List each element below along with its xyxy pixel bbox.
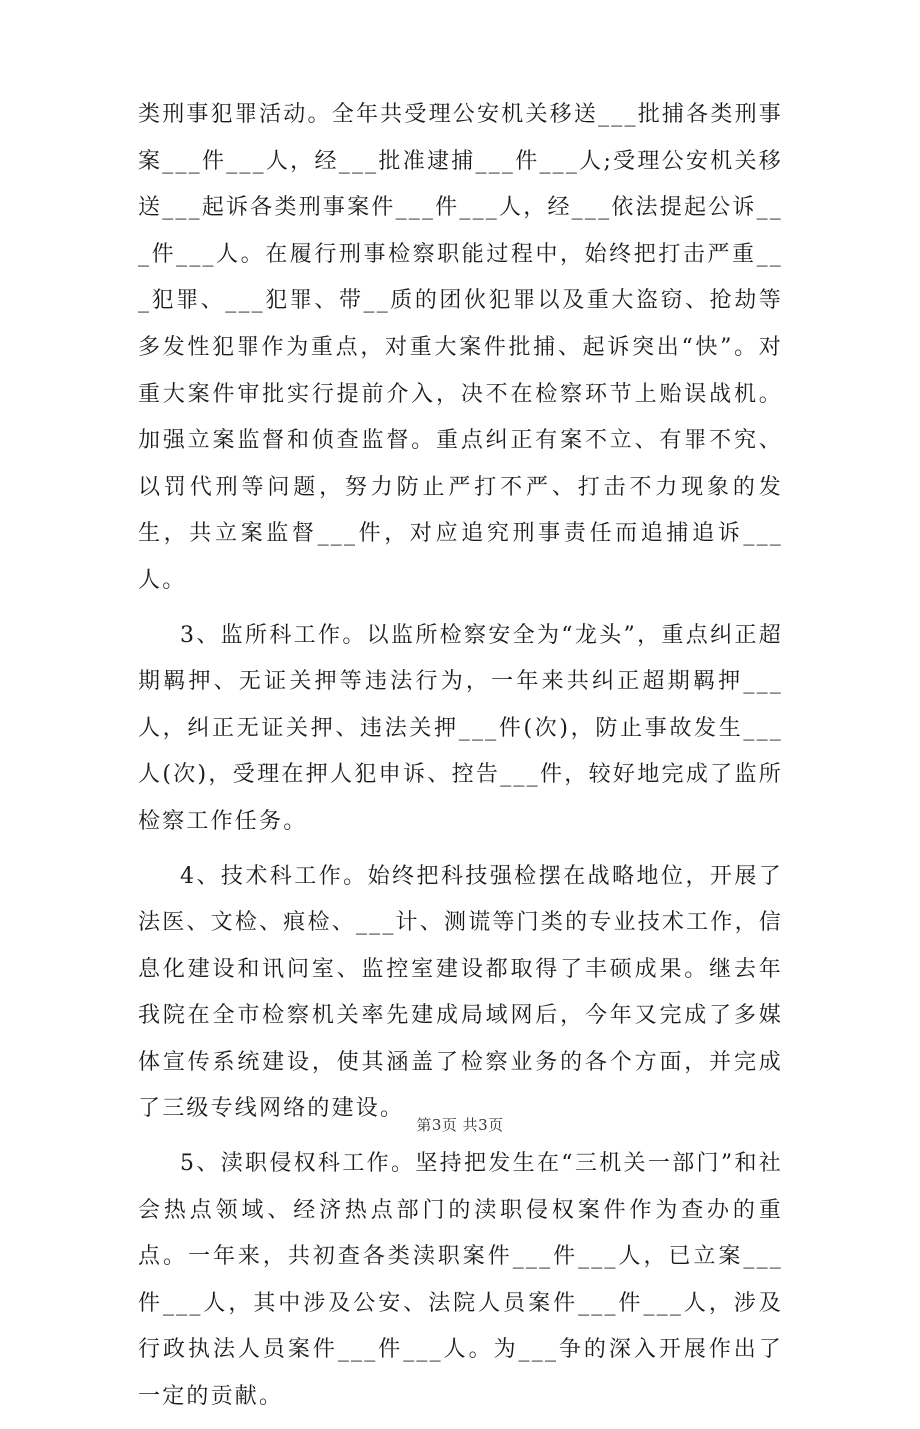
paragraph-criminal-prosecution: 类刑事犯罪活动。全年共受理公安机关移送___批捕各类刑事案___件___人，经___批准逮捕___件___人;受理公安机关移送___起诉各类刑事案件___件___人，经___依法提起公诉___件___人。在履行刑事检察职能过程中，始终把打击严重___犯罪、___犯罪、带__质的团伙犯罪以及重大盗窃、抢劫等多发性犯罪作为重点，对重大案件批捕、起诉突出“快”。对重大案件审批实行提前介入，决不在检察环节上贻误战机。加强立案监督和侦查监督。重点纠正有案不立、有罪不究、以罚代刑等问题，努力防止严打不严、打击不力现象的发生，共立案监督___件，对应追究刑事责任而追捕追诉___人。 bbox=[138, 102, 783, 593]
paragraph-dereliction-section: 5、渎职侵权科工作。坚持把发生在“三机关一部门”和社会热点领域、经济热点部门的渎职侵权案件作为查办的重点。一年来，共初查各类渎职案件___件___人，已立案___件___人，其中涉及公安、法院人员案件___件___人，涉及行政执法人员案件___件___人。为___争的深入开展作出了一定的贡献。 bbox=[138, 1151, 783, 1410]
document-body bbox=[138, 92, 783, 1429]
page-number-footer: 第3页 共3页 bbox=[416, 1116, 504, 1134]
paragraph-detention-supervision: 3、监所科工作。以监所检察安全为“龙头”，重点纠正超期羁押、无证关押等违法行为，一年来共纠正超期羁押___人，纠正无证关押、违法关押___件(次)，防止事故发生___人(次)，受理在押人犯申诉、控告___件，较好地完成了监所检察工作任务。 bbox=[138, 622, 783, 834]
paragraph-technical-section: 4、技术科工作。始终把科技强检摆在战略地位，开展了法医、文检、痕检、___计、测谎等门类的专业技术工作，信息化建设和讯问室、监控室建设都取得了丰硕成果。继去年我院在全市检察机关率先建成局域网后，今年又完成了多媒体宣传系统建设，使其涵盖了检察业务的各个方面，并完成了三级专线网络的建设。 bbox=[138, 863, 783, 1122]
